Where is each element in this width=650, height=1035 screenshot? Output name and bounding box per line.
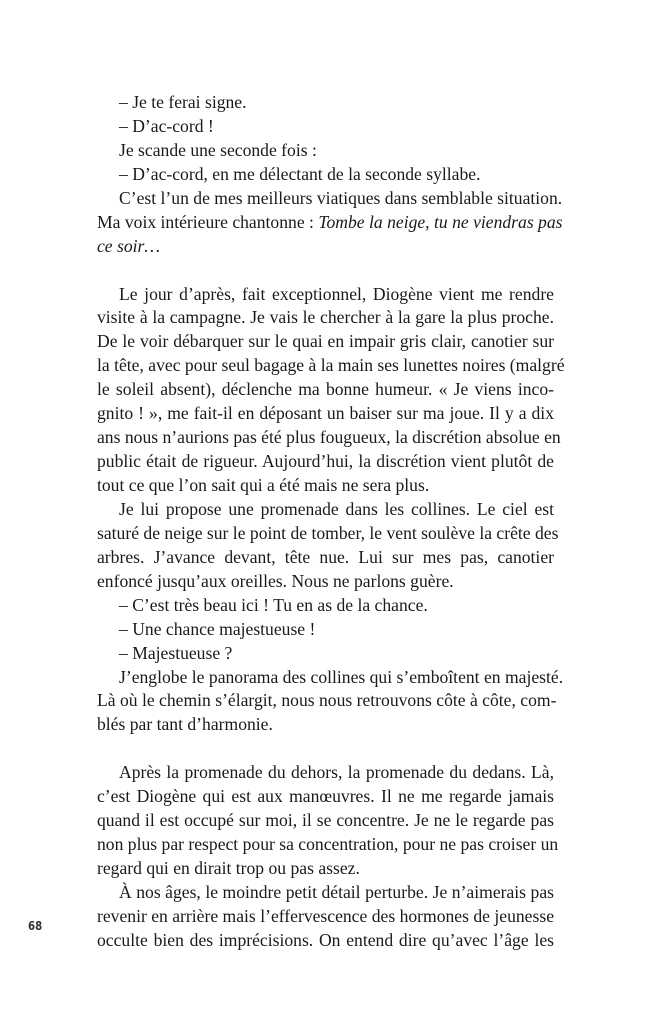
text-line: c’est Diogène qui est aux manœuvres. Il ne me regarde jamais <box>97 786 554 807</box>
page-body <box>97 91 565 953</box>
text-line: Après la promenade du dehors, la promenade du dedans. Là, <box>119 762 554 783</box>
text-line <box>97 211 563 235</box>
text-line: non plus par respect pour sa concentration, pour ne pas croiser un <box>97 834 559 855</box>
text-line: – D’ac-cord ! <box>119 115 214 136</box>
text-line: C’est l’un de mes meilleurs viatiques dans semblable situation. <box>119 187 563 208</box>
text-line: – Majestueuse ? <box>119 642 233 663</box>
text-line: regard qui en dirait trop ou pas assez. <box>97 858 360 878</box>
text-line: enfoncé jusqu’aux oreilles. Nous ne parlons guère. <box>97 570 454 591</box>
text-line: J’englobe le panorama des collines qui s’emboîtent en majesté. <box>119 666 564 687</box>
text-line: la tête, avec pour seul bagage à la main ses lunettes noires (malgré <box>97 355 565 376</box>
text-line: Je lui propose une promenade dans les collines. Le ciel est <box>119 498 554 519</box>
text-line: occulte bien des imprécisions. On entend dire qu’avec l’âge les <box>97 929 554 950</box>
text-line: Là où le chemin s’élargit, nous nous retrouvons côte à côte, com- <box>97 690 557 711</box>
text-line: ans nous n’aurions pas été plus fougueux, la discrétion absolue en <box>97 427 561 448</box>
section-break <box>97 259 554 283</box>
text-line: arbres. J’avance devant, tête nue. Lui sur mes pas, canotier <box>97 546 554 567</box>
text-line: revenir en arrière mais l’effervescence des hormones de jeunesse <box>97 905 554 926</box>
text-line: gnito ! », me fait-il en déposant un baiser sur ma joue. Il y a dix <box>97 403 554 424</box>
text-span: Ma voix intérieure chantonne : <box>97 211 314 232</box>
text-line: quand il est occupé sur moi, il se concentre. Je ne le regarde pas <box>97 810 554 831</box>
text-line: le soleil absent), déclenche ma bonne humeur. « Je viens inco- <box>97 379 554 400</box>
text-line: Le jour d’après, fait exceptionnel, Diogène vient me rendre <box>119 283 554 304</box>
section-break <box>97 737 554 761</box>
text-line: ce soir… <box>97 235 161 256</box>
text-line: Je scande une seconde fois : <box>119 139 317 160</box>
italic-quote: Tombe la neige, tu ne viendras pas <box>318 211 563 232</box>
text-line: À nos âges, le moindre petit détail perturbe. Je n’aimerais pas <box>119 881 554 902</box>
text-line: – Une chance majestueuse ! <box>119 618 316 639</box>
text-line: tout ce que l’on sait qui a été mais ne sera plus. <box>97 475 430 495</box>
text-line: – C’est très beau ici ! Tu en as de la chance. <box>119 594 428 615</box>
text-line: saturé de neige sur le point de tomber, le vent soulève la crête des <box>97 522 559 543</box>
text-line: De le voir débarquer sur le quai en impair gris clair, canotier sur <box>97 331 554 352</box>
text-line: blés par tant d’harmonie. <box>97 714 273 735</box>
text-line: visite à la campagne. Je vais le chercher à la gare la plus proche. <box>97 307 554 328</box>
text-line: – D’ac-cord, en me délectant de la seconde syllabe. <box>119 163 481 184</box>
page-number: 68 <box>28 919 43 933</box>
text-line: – Je te ferai signe. <box>119 92 247 112</box>
text-line: public était de rigueur. Aujourd’hui, la discrétion vient plutôt de <box>97 451 554 472</box>
